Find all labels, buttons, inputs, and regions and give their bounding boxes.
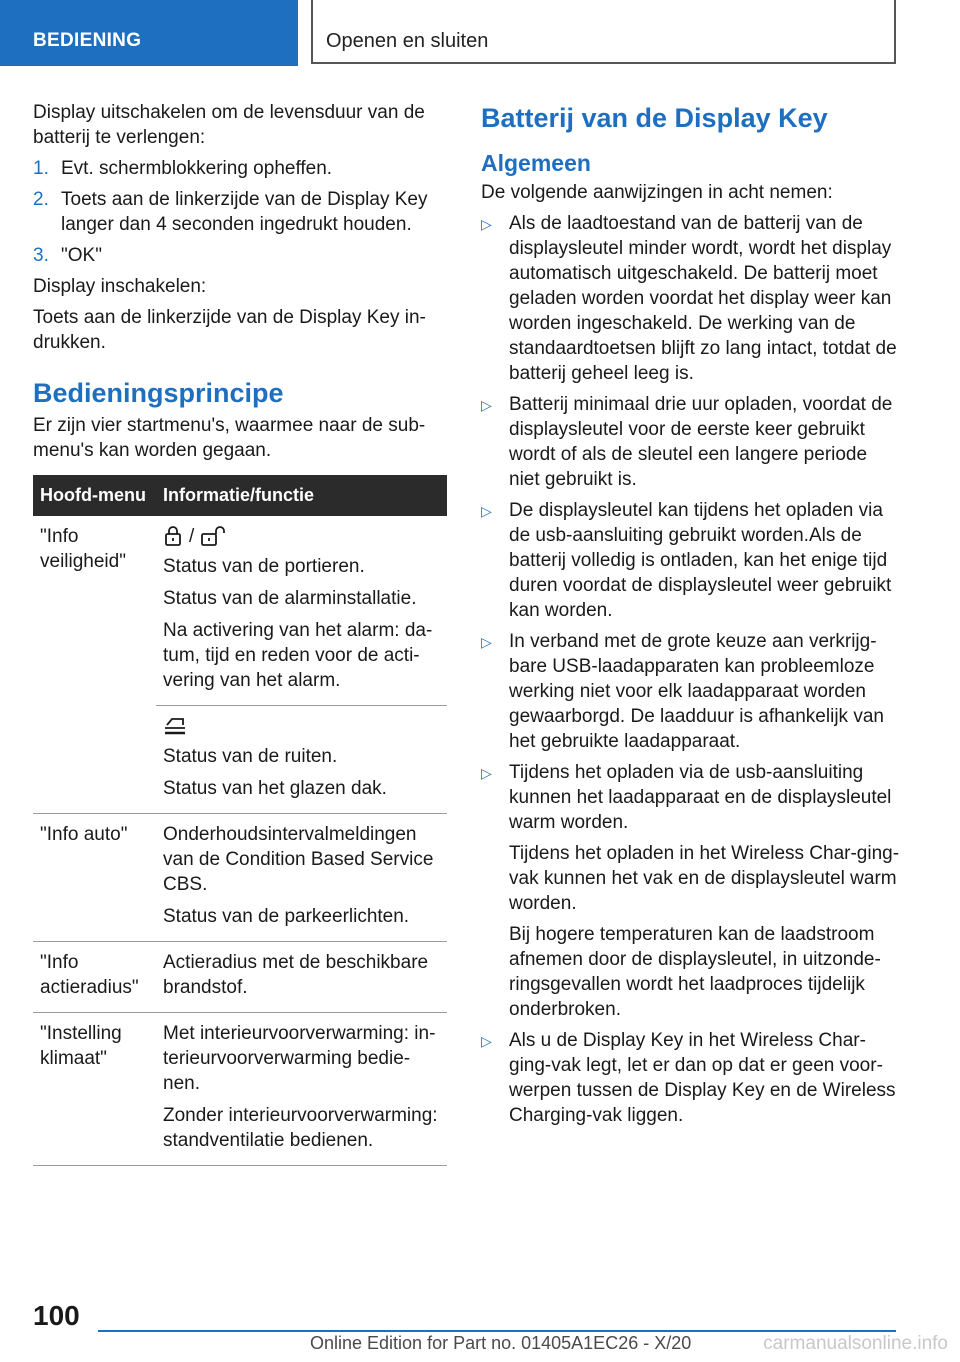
- window-icons: [163, 714, 441, 738]
- footer-edition: Online Edition for Part no. 01405A1EC26 - X/20: [310, 1333, 692, 1353]
- step-text: Evt. schermblokkering opheffen.: [61, 158, 333, 179]
- lock-icons: [163, 524, 441, 548]
- table-row: [33, 814, 447, 942]
- table-cell: [156, 706, 447, 814]
- list-item: [481, 498, 901, 623]
- table-cell-label: "Info actieradius": [33, 942, 156, 1013]
- bullet-text: In verband met de grote keuze aan verkrijg-bare USB-laadapparaten kan probleemloze werking niet voor elk laadapparaat worden gewaarborgd. De laadduur is afhankelijk van het gebruikte laadapparaat.: [509, 631, 884, 752]
- info-line: Status van de parkeerlichten.: [163, 906, 410, 927]
- info-line: Status van de ruiten.: [163, 746, 338, 767]
- info-line: Onderhoudsintervalmeldingen van de Condition Based Service CBS.: [163, 824, 434, 895]
- bullet-icon: ▷: [481, 634, 492, 650]
- bullet-icon: ▷: [481, 1033, 492, 1049]
- info-line: Status van de alarminstallatie.: [163, 588, 417, 609]
- footer-divider: [98, 1330, 896, 1332]
- table-row: [33, 1013, 447, 1166]
- table-cell: [156, 1013, 447, 1166]
- table-cell-label: "Info auto": [33, 814, 156, 942]
- list-item: [481, 1028, 901, 1128]
- step-number: 1.: [33, 158, 49, 179]
- table-row: [33, 942, 447, 1013]
- section-text: Er zijn vier startmenu's, waarmee naar de sub-menu's kan worden gegaan.: [33, 415, 426, 461]
- bullet-icon: ▷: [481, 503, 492, 519]
- step-text: "OK": [61, 245, 102, 266]
- chapter-title: Openen en sluiten: [311, 0, 896, 64]
- display-on-text: Toets aan de linkerzijde van de Display Key in-drukken.: [33, 307, 426, 353]
- info-line: Met interieurvoorverwarming: in-terieurvoorverwarming bedie-nen.: [163, 1023, 436, 1094]
- right-column: [481, 100, 901, 1134]
- list-item: [33, 243, 447, 268]
- bullet-text: Tijdens het opladen in het Wireless Char-ging-vak kunnen het vak en de displaysleutel warm worden.: [509, 843, 900, 914]
- subsection-heading: Algemeen: [481, 150, 591, 176]
- page-header: [0, 0, 960, 66]
- section-heading: Batterij van de Display Key: [481, 103, 828, 133]
- info-line: Status van het glazen dak.: [163, 778, 387, 799]
- info-line: Na activering van het alarm: da-tum, tijd en reden voor de acti-vering van het alarm.: [163, 620, 433, 691]
- table-header-cell: Hoofd-menu: [33, 475, 156, 516]
- lock-open-icon: [200, 525, 228, 547]
- table-cell: [156, 516, 447, 706]
- step-number: 2.: [33, 189, 49, 210]
- table-cell: [156, 814, 447, 942]
- table-cell-label: "Instelling klimaat": [33, 1013, 156, 1166]
- step-number: 3.: [33, 245, 49, 266]
- step-text: Toets aan de linkerzijde van de Display Key langer dan 4 seconden ingedrukt houden.: [61, 189, 428, 235]
- bullet-icon: ▷: [481, 397, 492, 413]
- bullet-text: Tijdens het opladen via de usb-aansluiting kunnen het laadapparaat en de displaysleutel warm worden.: [509, 762, 892, 833]
- watermark: carmanualsonline.info: [763, 1333, 948, 1354]
- bullet-text: Als u de Display Key in het Wireless Char-ging-vak legt, let er dan op dat er geen voor-werpen tussen de Display Key en de Wireless Charging-vak liggen.: [509, 1030, 896, 1126]
- intro-text: Display uitschakelen om de levensduur van de batterij te verlengen:: [33, 102, 425, 148]
- section-tab: BEDIENING: [0, 0, 298, 66]
- list-item: [481, 629, 901, 754]
- lock-closed-icon: [163, 525, 183, 547]
- table-header-row: [33, 475, 447, 516]
- bullet-icon: ▷: [481, 216, 492, 232]
- table-header-cell: Informatie/functie: [156, 475, 447, 516]
- bullet-text: Bij hogere temperaturen kan de laadstroom afnemen door de displaysleutel, in uitzonde-ringsgevallen wordt het laadproces tijdelijk onderbroken.: [509, 924, 881, 1020]
- display-on-label: Display inschakelen:: [33, 276, 207, 297]
- table-cell-label: [33, 516, 156, 814]
- left-column: [33, 100, 447, 1166]
- info-line: Status van de portieren.: [163, 556, 365, 577]
- menu-label: "Info veiligheid": [40, 526, 126, 572]
- info-line: Zonder interieurvoorverwarming: standventilatie bedienen.: [163, 1105, 438, 1151]
- window-icon: [163, 715, 187, 737]
- section-heading: Bedieningsprincipe: [33, 378, 284, 408]
- table-cell: [156, 942, 447, 1013]
- bullet-icon: ▷: [481, 765, 492, 781]
- intro-text: De volgende aanwijzingen in acht nemen:: [481, 182, 833, 203]
- menu-table: [33, 475, 447, 1166]
- bullet-text: Als de laadtoestand van de batterij van de displaysleutel minder wordt, wordt het display automatisch uitgeschakeld. De batterij moet geladen worden voordat het display weer kan worden ingeschakeld. De werking van de standaardtoetsen blijft zo lang intact, totdat de batterij geheel leeg is.: [509, 213, 897, 384]
- separator: /: [189, 525, 195, 547]
- info-line: Actieradius met de beschikbare brandstof.: [163, 952, 429, 998]
- list-item: [481, 211, 901, 386]
- list-item: [33, 156, 447, 181]
- bullet-text: De displaysleutel kan tijdens het opladen via de usb-aansluiting gebruikt worden.Als de batterij volledig is ontladen, kan het enige tijd duren voordat de displaysleutel weer gebruikt kan worden.: [509, 500, 892, 621]
- list-item: [481, 392, 901, 492]
- page-number: 100: [33, 1300, 80, 1331]
- list-item: [481, 760, 901, 1022]
- table-row: [33, 516, 447, 706]
- list-item: [33, 187, 447, 237]
- bullet-text: Batterij minimaal drie uur opladen, voordat de displaysleutel voor de eerste keer gebruikt wordt of als de sleutel een langere periode niet gebruikt is.: [509, 394, 893, 490]
